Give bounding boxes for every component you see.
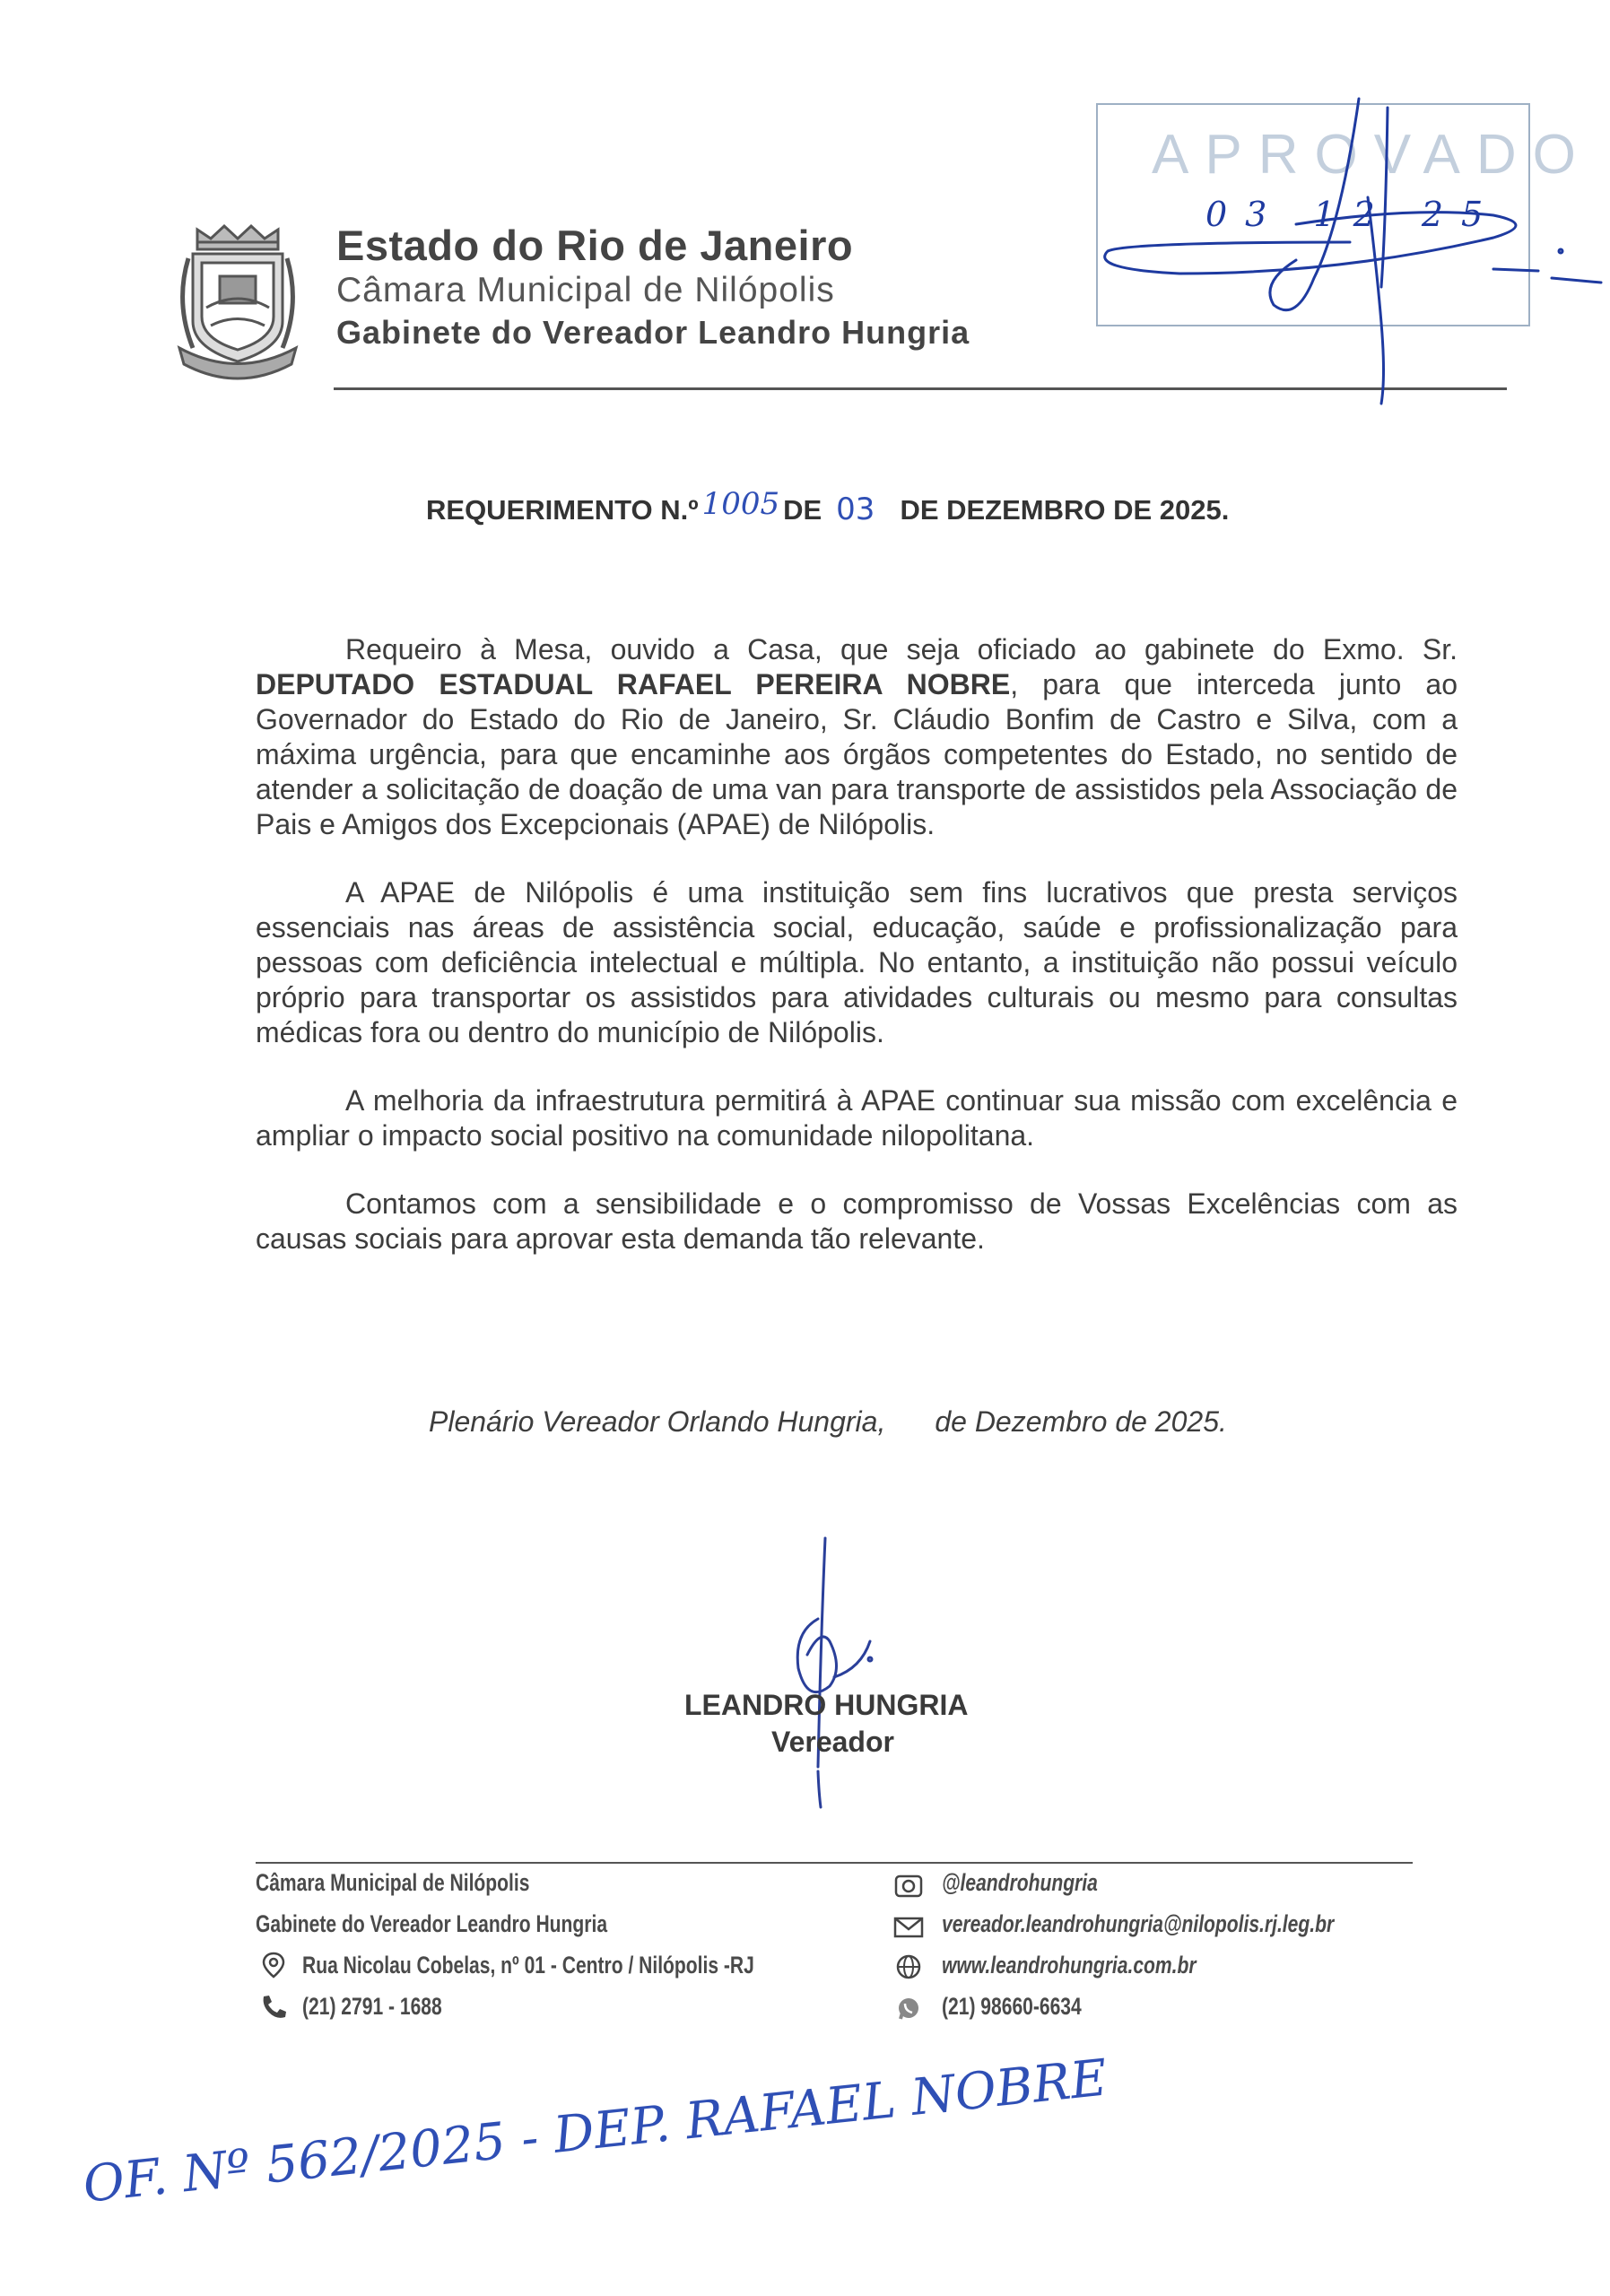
- globe-icon: [893, 1953, 924, 1980]
- footer-phone: (21) 2791 - 1688: [302, 1993, 442, 2020]
- footer-address: Rua Nicolau Cobelas, nº 01 - Centro / Nilópolis -RJ: [302, 1952, 754, 1979]
- paragraph-3: A melhoria da infraestrutura permitirá à APAE continuar sua missão com excelência e ampliar o impacto social positivo na comunidade nilopolitana.: [256, 1084, 1458, 1152]
- footer-office: Gabinete do Vereador Leandro Hungria: [256, 1910, 608, 1937]
- place-location: Plenário Vereador Orlando Hungria,: [429, 1405, 886, 1438]
- place-date: de Dezembro de 2025.: [935, 1405, 1227, 1438]
- header-state: Estado do Rio de Janeiro: [336, 222, 854, 269]
- location-pin-icon: [258, 1952, 289, 1979]
- phone-icon: [258, 1993, 289, 2020]
- title-prefix: REQUERIMENTO N.º: [426, 494, 699, 526]
- header-office: Gabinete do Vereador Leandro Hungria: [336, 314, 970, 351]
- title-suffix: DE DEZEMBRO DE 2025.: [900, 494, 1230, 526]
- signer-role: Vereador: [771, 1726, 894, 1758]
- handwritten-note-text: OF. Nº 562/2025 - DEP. RAFAEL NOBRE: [80, 2048, 1110, 2214]
- stamp-signature: [1072, 90, 1610, 413]
- footer-chamber: Câmara Municipal de Nilópolis: [256, 1869, 530, 1896]
- handwritten-office-note: [80, 2048, 1110, 2238]
- stamp-word: APROVADO: [1152, 124, 1592, 186]
- title-number: 1005: [701, 486, 780, 522]
- whatsapp-icon: [893, 1995, 924, 2022]
- coat-of-arms-icon: [170, 222, 305, 379]
- paragraph-2: A APAE de Nilópolis é uma instituição sem fins lucrativos que presta serviços essenciais nas áreas de assistência social, educação, saúde e profissionalização para pessoas com deficiência intelectual e múltipla. No entanto, a instituição não possui veículo próprio para transportar os assistidos para atividades culturais ou mesmo para consultas médicas fora ou dentro do município de Nilópolis.: [256, 876, 1458, 1048]
- footer-email[interactable]: vereador.leandrohungria@nilopolis.rj.leg.br: [942, 1910, 1335, 1937]
- paragraph-1: [256, 632, 1458, 842]
- handwritten-signature: [735, 1534, 933, 1812]
- footer-whatsapp: (21) 98660-6634: [942, 1993, 1082, 2020]
- footer-website[interactable]: www.leandrohungria.com.br: [942, 1952, 1197, 1979]
- title-de: DE: [783, 494, 822, 526]
- place-date-line: [429, 1405, 1227, 1439]
- email-icon: [893, 1914, 924, 1941]
- header-chamber: Câmara Municipal de Nilópolis: [336, 271, 835, 309]
- footer-instagram[interactable]: @leandrohungria: [942, 1869, 1098, 1896]
- paragraph-4: Contamos com a sensibilidade e o compromisso de Vossas Excelências com as causas sociais para aprovar esta demanda tão relevante.: [256, 1187, 1458, 1255]
- footer-divider: [256, 1862, 1413, 1864]
- stamp-handwritten-date: 03 12 25: [1205, 195, 1501, 234]
- document-title: [426, 486, 1230, 527]
- instagram-icon: [893, 1873, 924, 1900]
- deputy-name: DEPUTADO ESTADUAL RAFAEL PEREIRA NOBRE: [256, 668, 1011, 700]
- signer-name: LEANDRO HUNGRIA: [684, 1689, 969, 1721]
- title-day: 03: [836, 491, 875, 527]
- document-body: [256, 632, 1458, 1290]
- paragraph-1-start: Requeiro à Mesa, ouvido a Casa, que seja oficiado ao gabinete do Exmo. Sr.: [345, 633, 1458, 665]
- paragraph-1-end: , para que interceda junto ao Governador do Estado do Rio de Janeiro, Sr. Cláudio Bonfim de Castro e Silva, com a máxima urgência, para que encaminhe aos órgãos competentes do Estado, no sentido de atender a solicitação de doação de uma van para transporte de assistidos pela Associação de Pais e Amigos dos Excepcionais (APAE) de Nilópolis.: [256, 668, 1458, 840]
